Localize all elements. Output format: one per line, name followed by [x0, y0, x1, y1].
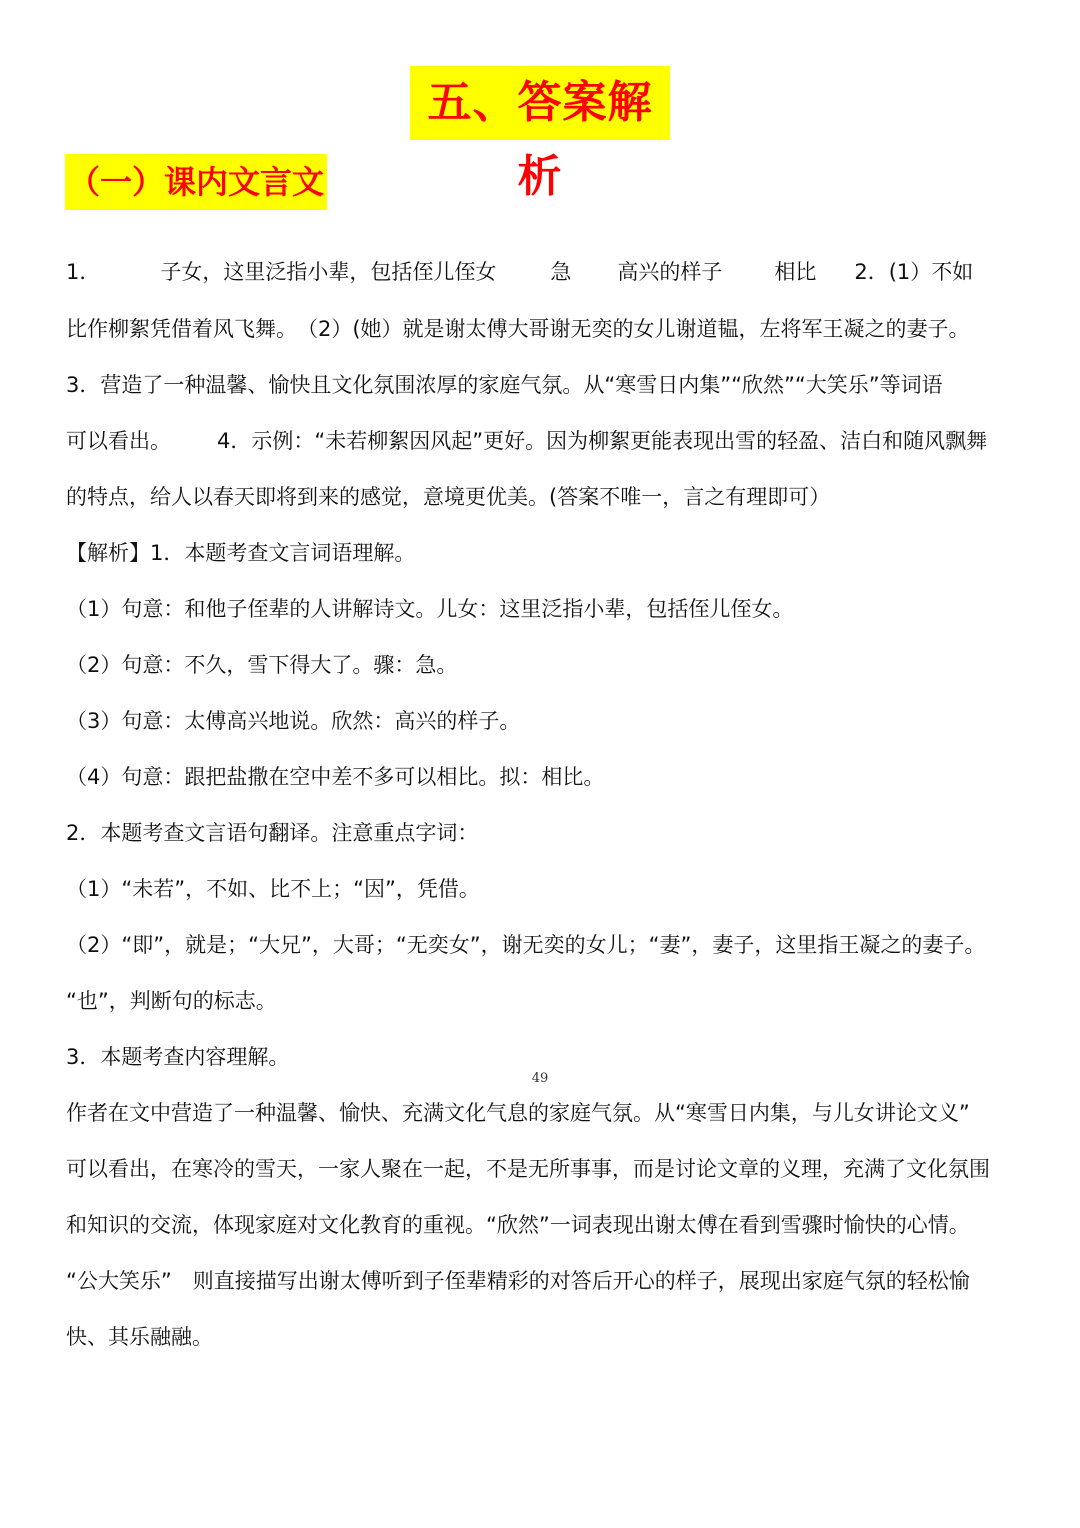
analysis-line-15: 快、其乐融融。: [66, 1325, 213, 1349]
analysis-line-1: 【解析】1．本题考查文言词语理解。: [66, 541, 416, 565]
answer-number: 1．: [66, 260, 101, 284]
analysis-line-9: “也”，判断句的标志。: [66, 989, 277, 1013]
section-title: （一）课内文言文: [65, 154, 327, 210]
analysis-line-2: （1）句意：和他子侄辈的人讲解诗文。儿女：这里泛指小辈，包括侄儿侄女。: [66, 597, 794, 621]
analysis-line-11: 作者在文中营造了一种温馨、愉快、充满文化气息的家庭气氛。从“寒雪日内集，与儿女讲论文义”: [66, 1101, 970, 1125]
answer-line-1: [66, 257, 973, 287]
analysis-line-10: 3．本题考查内容理解。: [66, 1045, 290, 1069]
answer-2-start: 2．(1）不如: [854, 260, 974, 284]
analysis-line-12: 可以看出，在寒冷的雪天，一家人聚在一起，不是无所事事，而是讨论文章的义理，充满了文化氛围: [66, 1157, 990, 1181]
analysis-line-3: （2）句意：不久，雪下得大了。骤：急。: [66, 653, 458, 677]
answer-1-4: 相比: [774, 260, 817, 284]
answer-3-end: 可以看出。: [66, 429, 171, 453]
analysis-line-13: 和知识的交流，体现家庭对文化教育的重视。“欣然”一词表现出谢太傅在看到雪骤时愉快的心情。: [66, 1213, 970, 1237]
answer-1-3: 高兴的样子: [617, 260, 723, 284]
analysis-line-8: （2）“即”，就是；“大兄”，大哥；“无奕女”，谢无奕的女儿；“妻”，妻子，这里指王凝之的妻子。: [66, 933, 986, 957]
analysis-line-7: （1）“未若”，不如、比不上；“因”，凭借。: [66, 877, 480, 901]
analysis-line-5: （4）句意：跟把盐撒在空中差不多可以相比。拟：相比。: [66, 765, 605, 789]
analysis-line-6: 2．本题考查文言语句翻译。注意重点字词：: [66, 821, 479, 845]
answer-line-5: 的特点，给人以春天即将到来的感觉，意境更优美。(答案不唯一，言之有理即可）: [66, 485, 831, 509]
answer-line-3: 3．营造了一种温馨、愉快且文化氛围浓厚的家庭气氛。从“寒雪日内集”“欣然”“大笑乐”等词语: [66, 373, 943, 397]
page-title: 五、答案解析: [410, 66, 670, 140]
answer-1-2: 急: [550, 260, 572, 284]
answer-4: 4．示例：“未若柳絮因风起”更好。因为柳絮更能表现出雪的轻盈、洁白和随风飘舞: [217, 429, 988, 453]
answer-line-2: 比作柳絮凭借着风飞舞。 （2）(她）就是谢太傅大哥谢无奕的女儿谢道韫，左将军王凝之的妻子。: [66, 317, 970, 341]
page-number: 49: [531, 1071, 549, 1086]
analysis-line-14: “公大笑乐” 则直接描写出谢太傅听到子侄辈精彩的对答后开心的样子，展现出家庭气氛的轻松愉: [66, 1269, 970, 1293]
answer-line-4: [66, 426, 987, 456]
analysis-line-4: （3）句意：太傅高兴地说。欣然：高兴的样子。: [66, 709, 521, 733]
answer-1-1: 子女，这里泛指小辈，包括侄儿侄女: [160, 260, 497, 284]
